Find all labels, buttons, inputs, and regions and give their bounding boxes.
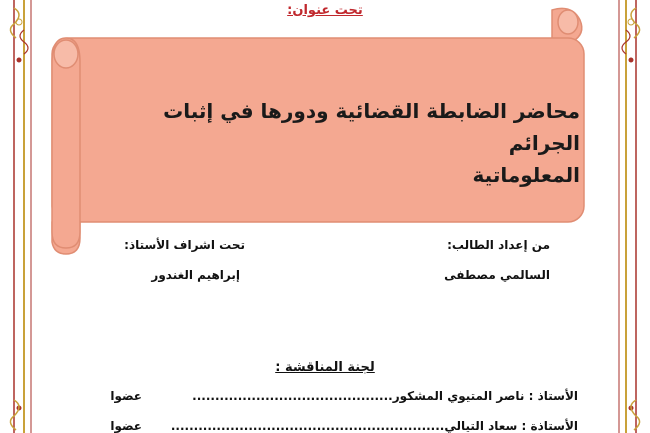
student-name: السالمي مصطفى (444, 268, 550, 282)
committee-heading (0, 360, 650, 375)
committee-member-2-name: الأستاذة : سعاد التيالي............................................................ (170, 419, 578, 433)
header-label: تحت عنوان: (287, 3, 363, 18)
thesis-title-line-2: المعلوماتية (472, 163, 580, 187)
supervisor-name: إبراهيم الغندور (151, 268, 240, 282)
thesis-title (85, 95, 580, 191)
thesis-title-line-1: محاضر الضابطة القضائية ودورها في إثبات الجرائم (163, 99, 580, 155)
prepared-by-label: من إعداد الطالب: (447, 238, 550, 252)
committee-label: لجنة المناقشة : (275, 360, 375, 375)
committee-member-1-name: الأستاذ : ناصر المتيوي المشكور............................................ (192, 389, 578, 403)
supervised-by-label: تحت اشراف الأستاذ: (124, 238, 245, 252)
committee-member-2-role: عضوا (110, 419, 142, 433)
committee-member-1-role: عضوا (110, 389, 142, 403)
